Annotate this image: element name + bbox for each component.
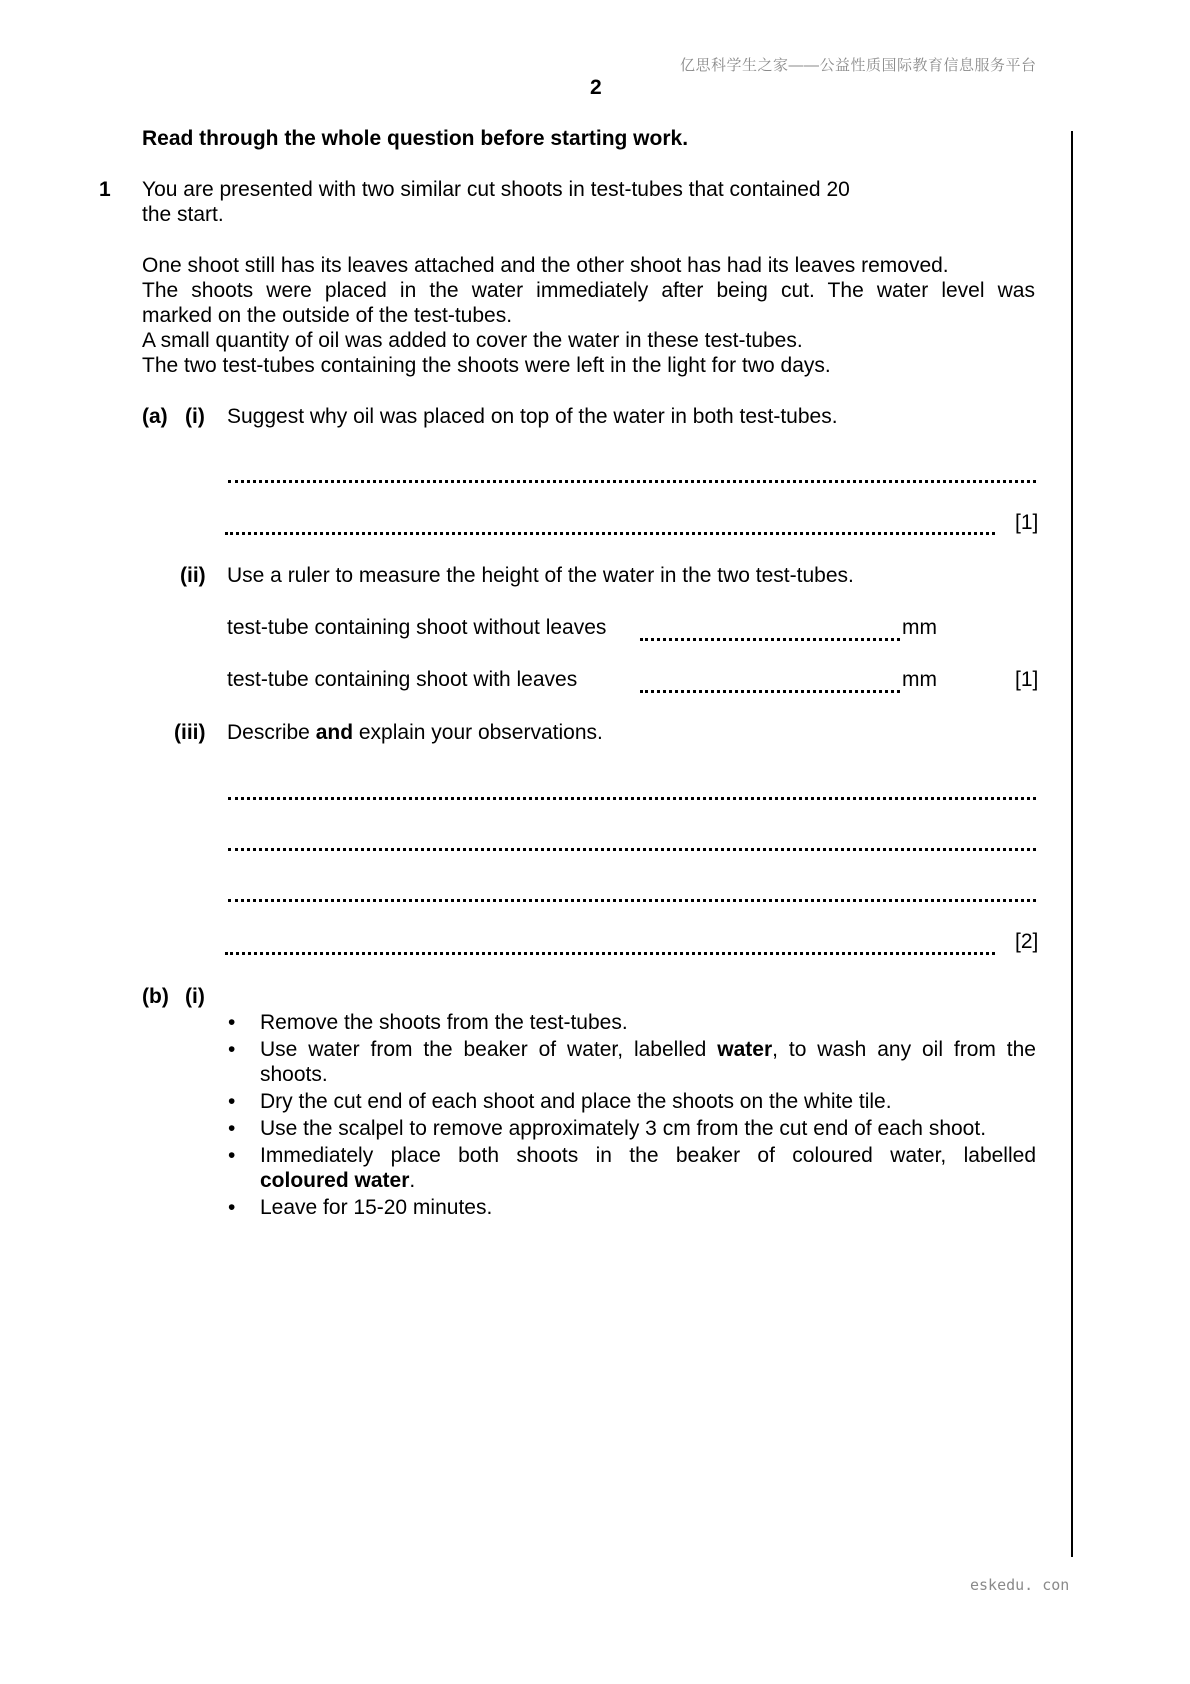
- a-ii-without-leaves-input[interactable]: [640, 638, 900, 641]
- part-a-label: (a): [142, 405, 168, 428]
- a-ii-marks: [1]: [1015, 668, 1039, 691]
- paragraph-line-3: marked on the outside of the test-tubes.: [142, 304, 513, 327]
- bullet-5-marker: •: [228, 1144, 236, 1167]
- a-ii-row2-unit: mm: [902, 668, 937, 691]
- part-b-label: (b): [142, 985, 169, 1008]
- a-i-label: (i): [185, 405, 205, 428]
- a-iii-label: (iii): [174, 721, 206, 744]
- instruction-heading: Read through the whole question before starting work.: [142, 127, 689, 150]
- a-i-answer-line-1[interactable]: [228, 480, 1036, 483]
- bullet-3-marker: •: [228, 1090, 236, 1113]
- a-ii-row2-label: test-tube containing shoot with leaves: [227, 668, 578, 691]
- margin-rule: [1071, 131, 1073, 1557]
- bullet-5-continuation: coloured water.: [260, 1169, 416, 1192]
- a-ii-label: (ii): [180, 564, 206, 587]
- a-i-answer-line-2[interactable]: [225, 532, 995, 535]
- a-iii-question: Describe and explain your observations.: [227, 721, 603, 744]
- bullet-4-text: Use the scalpel to remove approximately 3 cm from the cut end of each shoot.: [260, 1117, 987, 1140]
- intro-line-1: You are presented with two similar cut shoots in test-tubes that contained 20: [142, 178, 850, 201]
- a-iii-answer-line-2[interactable]: [228, 848, 1036, 851]
- bullet-2-continuation: shoots.: [260, 1063, 328, 1086]
- a-i-question: Suggest why oil was placed on top of the water in both test-tubes.: [227, 405, 838, 428]
- question-number: 1: [99, 178, 111, 201]
- a-i-marks: [1]: [1015, 511, 1039, 534]
- b-i-label: (i): [185, 985, 205, 1008]
- a-ii-question: Use a ruler to measure the height of the water in the two test-tubes.: [227, 564, 854, 587]
- bullet-3-text: Dry the cut end of each shoot and place the shoots on the white tile.: [260, 1090, 892, 1113]
- bullet-6-text: Leave for 15-20 minutes.: [260, 1196, 493, 1219]
- a-ii-with-leaves-input[interactable]: [640, 690, 900, 693]
- bullet-2-marker: •: [228, 1038, 236, 1061]
- a-iii-answer-line-1[interactable]: [228, 797, 1036, 800]
- footer-site: eskedu. con: [970, 1576, 1070, 1594]
- a-ii-row1-unit: mm: [902, 616, 937, 639]
- bullet-2-text: Use water from the beaker of water, labelled water, to wash any oil from the: [260, 1038, 1036, 1061]
- bullet-4-marker: •: [228, 1117, 236, 1140]
- bullet-6-marker: •: [228, 1196, 236, 1219]
- bullet-1-text: Remove the shoots from the test-tubes.: [260, 1011, 628, 1034]
- bullet-1-marker: •: [228, 1011, 236, 1034]
- header-watermark: 亿思科学生之家——公益性质国际教育信息服务平台: [680, 57, 1037, 74]
- paragraph-line-5: The two test-tubes containing the shoots were left in the light for two days.: [142, 354, 831, 377]
- paragraph-line-1: One shoot still has its leaves attached and the other shoot has had its leaves removed.: [142, 254, 949, 277]
- a-iii-answer-line-3[interactable]: [228, 899, 1036, 902]
- bullet-5-text: Immediately place both shoots in the beaker of coloured water, labelled: [260, 1144, 1036, 1167]
- a-iii-answer-line-4[interactable]: [225, 952, 995, 955]
- a-iii-marks: [2]: [1015, 930, 1039, 953]
- paragraph-line-4: A small quantity of oil was added to cover the water in these test-tubes.: [142, 329, 803, 352]
- page-number: 2: [590, 76, 602, 99]
- paragraph-line-2: The shoots were placed in the water immediately after being cut. The water level was: [142, 279, 1035, 302]
- intro-line-2: the start.: [142, 203, 224, 226]
- a-ii-row1-label: test-tube containing shoot without leaves: [227, 616, 607, 639]
